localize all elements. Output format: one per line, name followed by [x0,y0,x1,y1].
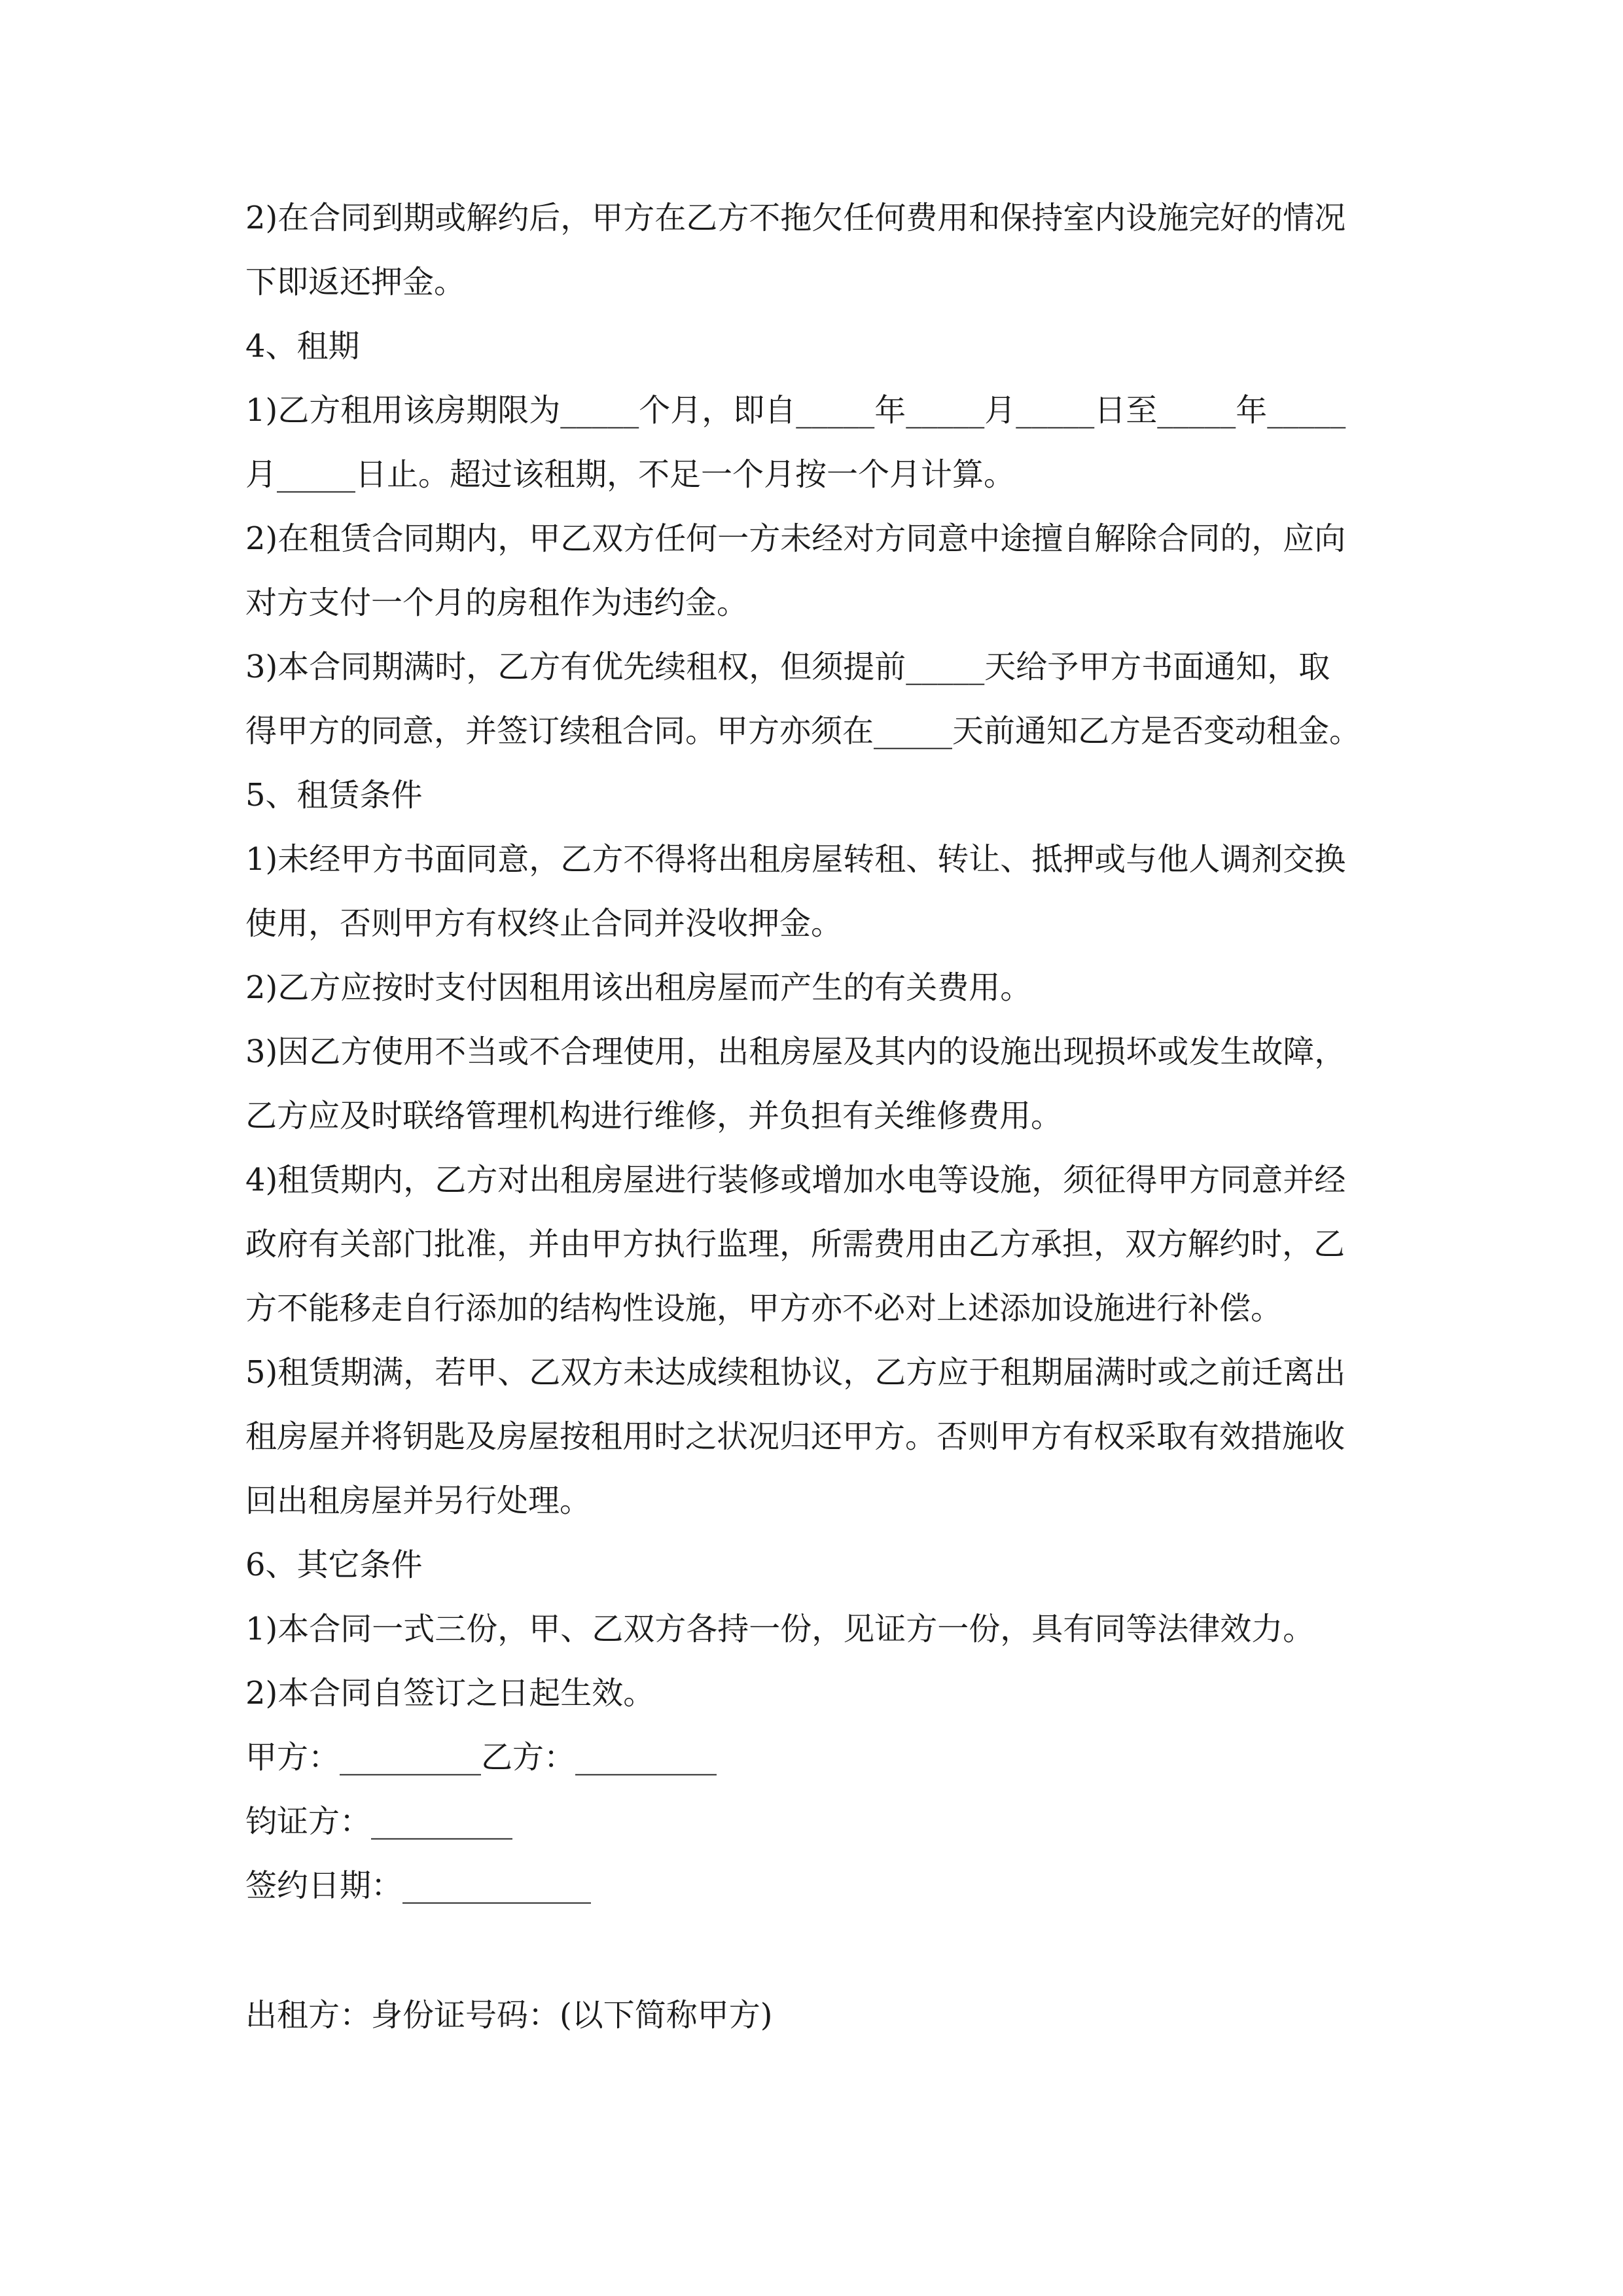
line-20 [245,1415,1345,1458]
line-text: 1)本合同一式三份，甲、乙双方各持一份，见证方一份，具有同等法律效力。 [245,1611,1315,1647]
line-15 [245,1094,1062,1138]
line-text: 6、其它条件 [245,1547,423,1583]
line-text: 下即返还押金。 [245,264,466,300]
line-text: 月_____日止。超过该租期，不足一个月按一个月计算。 [245,456,1016,493]
line-text: 租房屋并将钥匙及房屋按租用时之状况归还甲方。否则甲方有权采取有效措施收 [245,1418,1346,1455]
line-text: 2)乙方应按时支付因租用该出租房屋而产生的有关费用。 [245,969,1032,1006]
line-text: 2)本合同自签订之日起生效。 [245,1675,655,1712]
line-3 [245,325,360,368]
line-6 [245,517,1346,560]
line-5 [245,453,1015,496]
line-text: 乙方应及时联络管理机构进行维修，并负担有关维修费用。 [245,1098,1063,1134]
line-21 [245,1479,591,1522]
line-text: 使用，否则甲方有权终止合同并没收押金。 [245,905,843,942]
line-text: 3)本合同期满时，乙方有优先续租权，但须提前_____天给予甲方书面通知，取 [245,649,1330,685]
line-25 [245,1736,717,1779]
line-17 [245,1223,1345,1266]
line-text: 2)在合同到期或解约后，甲方在乙方不拖欠任何费用和保持室内设施完好的情况 [245,200,1346,236]
line-8 [245,645,1330,689]
line-7 [245,581,748,624]
line-text: 得甲方的同意，并签订续租合同。甲方亦须在_____天前通知乙方是否变动租金。 [245,713,1361,749]
line-text: 政府有关部门批准，并由甲方执行监理，所需费用由乙方承担，双方解约时，乙 [245,1226,1346,1263]
line-14 [245,1030,1346,1073]
line-text: 方不能移走自行添加的结构性设施，甲方亦不必对上述添加设施进行补偿。 [245,1290,1283,1327]
line-text: 2)在租赁合同期内，甲乙双方任何一方未经对方同意中途擅自解除合同的，应向 [245,520,1346,557]
line-text: 4、租期 [245,328,360,365]
line-text: 1)未经甲方书面同意，乙方不得将出租房屋转租、转让、抵押或与他人调剂交换 [245,841,1346,878]
line-text: 签约日期：____________ [245,1867,592,1904]
line-28 [245,1994,772,2037]
line-text: 钧证方：_________ [245,1803,513,1840]
line-1 [245,196,1346,240]
line-text: 4)租赁期内，乙方对出租房屋进行装修或增加水电等设施，须征得甲方同意并经 [245,1162,1346,1198]
line-22 [245,1543,423,1587]
line-text: 5)租赁期满，若甲、乙双方未达成续租协议，乙方应于租期届满时或之前迁离出 [245,1354,1346,1391]
line-text: 甲方：_________乙方：_________ [245,1739,717,1776]
line-16 [245,1158,1346,1202]
line-10 [245,774,423,817]
line-13 [245,966,1031,1009]
line-26 [245,1800,512,1843]
line-11 [245,838,1346,881]
line-18 [245,1287,1282,1330]
line-4 [245,389,1346,432]
line-24 [245,1672,654,1715]
line-2 [245,260,465,304]
line-text: 5、租赁条件 [245,777,423,814]
line-text: 出租方：身份证号码：(以下简称甲方) [245,1997,773,2034]
line-27 [245,1864,591,1907]
line-12 [245,902,842,945]
line-text: 对方支付一个月的房租作为违约金。 [245,584,749,621]
line-19 [245,1351,1346,1394]
line-text: 3)因乙方使用不当或不合理使用，出租房屋及其内的设施出现损坏或发生故障， [245,1033,1346,1070]
line-text: 回出租房屋并另行处理。 [245,1482,592,1519]
line-text: 1)乙方租用该房期限为_____个月，即自_____年_____月_____日至_____年_____ [245,392,1346,429]
line-9 [245,709,1361,753]
line-23 [245,1607,1314,1651]
